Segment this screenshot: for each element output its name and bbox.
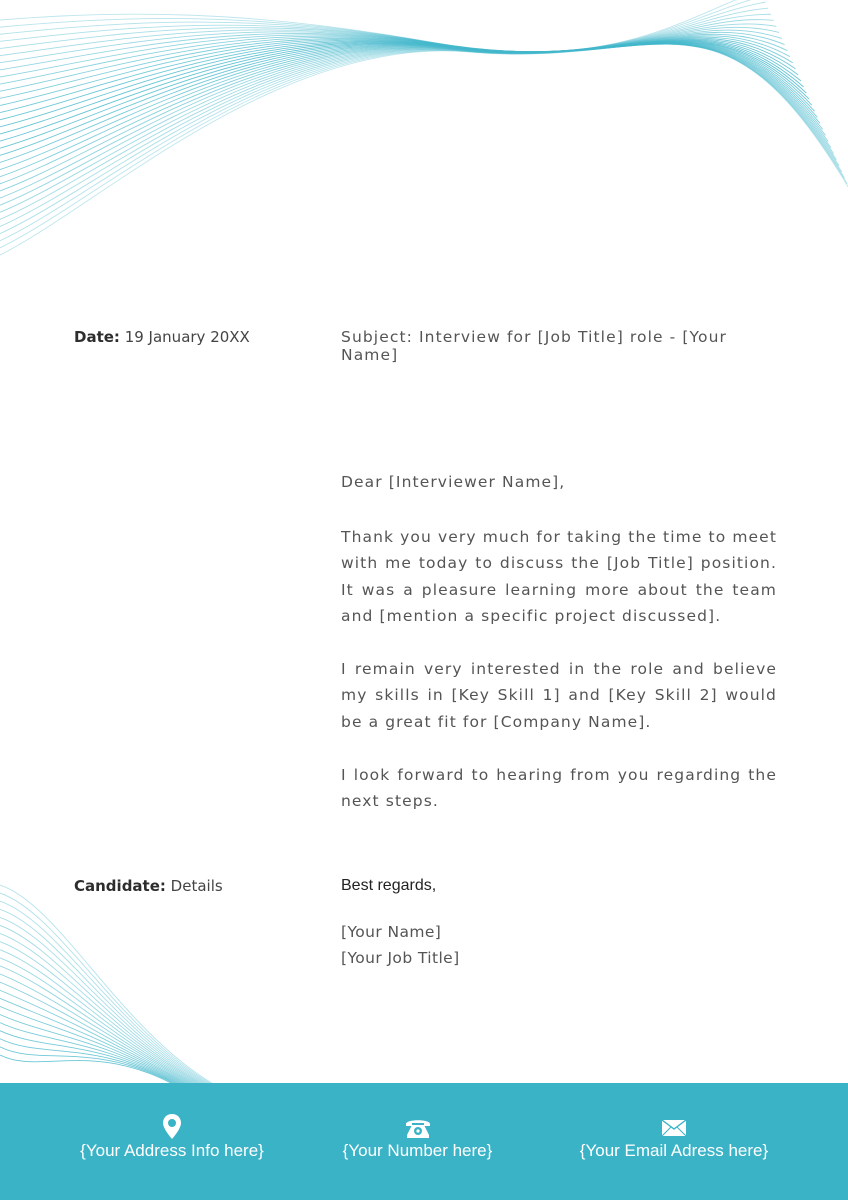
wave-line [0, 1015, 185, 1085]
signature-name: [Your Name] [341, 923, 442, 941]
wave-line [0, 0, 763, 52]
wave-line [0, 1055, 175, 1085]
wave-line [0, 44, 834, 213]
wave-line [0, 42, 815, 162]
wave-line [0, 0, 760, 52]
wave-line [0, 44, 828, 199]
address-contact [72, 1113, 272, 1161]
wave-line [0, 20, 774, 56]
telephone-icon [404, 1113, 432, 1141]
wave-line [0, 36, 790, 99]
candidate-value: Details [170, 877, 223, 895]
wave-line [0, 1047, 177, 1085]
wave-line [0, 909, 209, 1085]
closing: Best regards, [341, 877, 437, 894]
wave-line [0, 44, 836, 220]
candidate-line [74, 877, 314, 895]
decorative-wave-top [0, 0, 848, 270]
wave-line [0, 1039, 179, 1085]
wave-line [0, 44, 848, 255]
wave-line [0, 966, 196, 1085]
wave-line [0, 43, 817, 170]
body-paragraph: Thank you very much for taking the time to meet with me today to discuss the [Job Title] position. It was a pleasure learning more about the team and [mention a specific project discussed]. [341, 528, 777, 626]
wave-line [0, 39, 798, 120]
wave-line [0, 43, 825, 191]
candidate-label: Candidate: [74, 877, 166, 895]
date-label: Date: [74, 328, 120, 346]
wave-line [0, 934, 204, 1085]
signature-title: [Your Job Title] [341, 949, 460, 967]
wave-line [0, 44, 831, 206]
wave-line [0, 942, 202, 1085]
wave-line [0, 958, 198, 1085]
date-line [74, 328, 314, 346]
wave-line [0, 32, 785, 84]
wave-line [0, 1023, 183, 1085]
phone-contact [320, 1113, 515, 1161]
envelope-icon [660, 1113, 688, 1141]
wave-line [0, 885, 215, 1085]
email-contact [566, 1113, 782, 1161]
decorative-wave-bottom [0, 880, 240, 1085]
wave-line [0, 27, 779, 70]
wave-line [0, 42, 812, 155]
wave-line [0, 40, 801, 127]
wave-line [0, 34, 787, 91]
wave-line [0, 974, 194, 1085]
wave-line [0, 37, 793, 105]
wave-line [0, 43, 820, 177]
salutation: Dear [Interviewer Name], [341, 473, 566, 491]
body-paragraph: I look forward to hearing from you regarding the next steps. [341, 766, 777, 811]
phone-text: {Your Number here} [342, 1141, 493, 1160]
wave-line [0, 44, 842, 234]
wave-line [0, 893, 213, 1085]
wave-line [0, 990, 190, 1085]
wave-line [0, 1031, 181, 1085]
map-pin-icon [161, 1113, 183, 1141]
wave-line [0, 24, 776, 63]
wave-line [0, 901, 211, 1085]
wave-line [0, 8, 768, 52]
wave-line [0, 998, 188, 1085]
wave-line [0, 41, 806, 141]
wave-line [0, 917, 207, 1085]
wave-line [0, 14, 771, 52]
wave-line [0, 41, 804, 134]
wave-line [0, 1006, 186, 1085]
wave-line [0, 950, 200, 1085]
wave-line [0, 2, 765, 52]
contact-footer [0, 1083, 848, 1200]
wave-line [0, 982, 192, 1085]
wave-line [0, 43, 823, 184]
wave-line [0, 925, 205, 1085]
wave-line [0, 44, 845, 241]
wave-line [0, 38, 795, 112]
date-value: 19 January 20XX [124, 328, 250, 346]
wave-line [0, 44, 847, 248]
wave-line [0, 42, 809, 149]
body-paragraph: I remain very interested in the role and believe my skills in [Key Skill 1] and [Key Skill 2] would be a great fit for [Company Name]. [341, 660, 777, 731]
wave-line [0, 30, 782, 77]
subject-line: Subject: Interview for [Job Title] role - [Your Name] [341, 328, 728, 364]
address-text: {Your Address Info here} [80, 1141, 264, 1160]
wave-line [0, 44, 839, 227]
email-text: {Your Email Adress here} [579, 1141, 769, 1160]
